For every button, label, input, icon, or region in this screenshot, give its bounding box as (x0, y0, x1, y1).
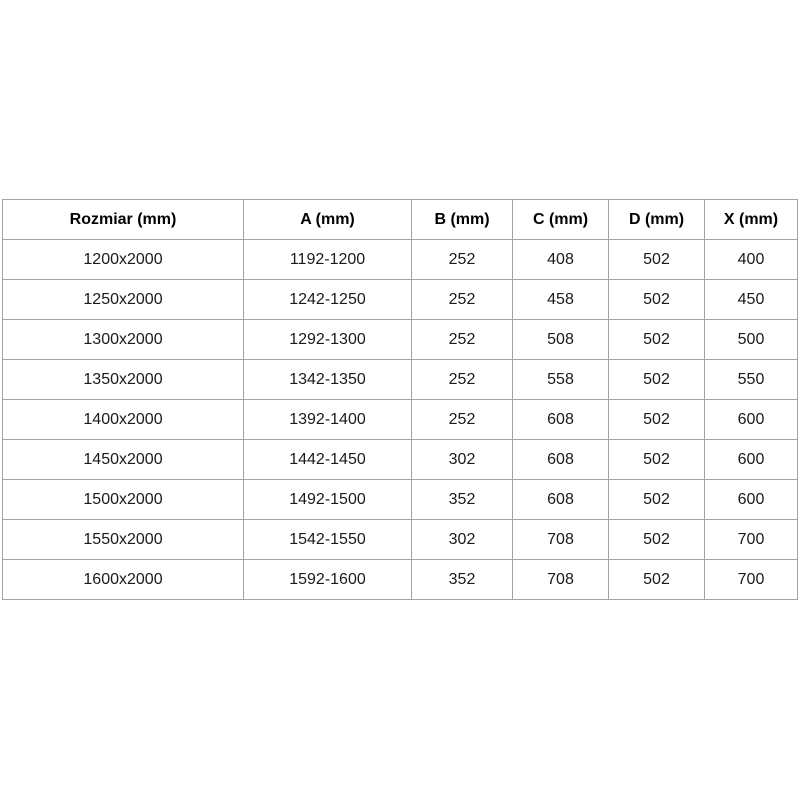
table-cell: 1292-1300 (244, 320, 412, 360)
column-header: X (mm) (705, 200, 798, 240)
table-cell: 1492-1500 (244, 480, 412, 520)
table-cell: 1250x2000 (3, 280, 244, 320)
column-header: C (mm) (513, 200, 609, 240)
table-cell: 502 (609, 400, 705, 440)
table-row (3, 320, 798, 360)
table-cell: 502 (609, 440, 705, 480)
table-cell: 508 (513, 320, 609, 360)
table-row (3, 400, 798, 440)
table-row (3, 440, 798, 480)
table-cell: 500 (705, 320, 798, 360)
column-header: Rozmiar (mm) (3, 200, 244, 240)
table-cell: 700 (705, 560, 798, 600)
table-cell: 708 (513, 560, 609, 600)
table-cell: 608 (513, 400, 609, 440)
table-cell: 600 (705, 440, 798, 480)
table-cell: 1550x2000 (3, 520, 244, 560)
table-cell: 458 (513, 280, 609, 320)
table-row (3, 360, 798, 400)
table-cell: 1392-1400 (244, 400, 412, 440)
table-cell: 608 (513, 440, 609, 480)
table-cell: 1300x2000 (3, 320, 244, 360)
table-cell: 252 (412, 360, 513, 400)
table-cell: 1450x2000 (3, 440, 244, 480)
table-cell: 1200x2000 (3, 240, 244, 280)
table-body (3, 240, 798, 600)
table-cell: 1350x2000 (3, 360, 244, 400)
table-cell: 352 (412, 480, 513, 520)
table-cell: 558 (513, 360, 609, 400)
table-cell: 302 (412, 440, 513, 480)
table-cell: 1400x2000 (3, 400, 244, 440)
table-cell: 1600x2000 (3, 560, 244, 600)
size-dimensions-table (2, 199, 798, 600)
table-row (3, 520, 798, 560)
table-cell: 252 (412, 280, 513, 320)
table-cell: 502 (609, 560, 705, 600)
table-cell: 352 (412, 560, 513, 600)
table-cell: 302 (412, 520, 513, 560)
table-cell: 502 (609, 480, 705, 520)
table-cell: 1192-1200 (244, 240, 412, 280)
table-cell: 502 (609, 360, 705, 400)
table-cell: 1592-1600 (244, 560, 412, 600)
table-cell: 502 (609, 240, 705, 280)
table-row (3, 240, 798, 280)
table-cell: 252 (412, 240, 513, 280)
table-cell: 600 (705, 480, 798, 520)
table-cell: 700 (705, 520, 798, 560)
table-cell: 450 (705, 280, 798, 320)
column-header: B (mm) (412, 200, 513, 240)
table-cell: 1242-1250 (244, 280, 412, 320)
table-cell: 1342-1350 (244, 360, 412, 400)
table-cell: 252 (412, 320, 513, 360)
table-cell: 600 (705, 400, 798, 440)
table-cell: 1442-1450 (244, 440, 412, 480)
column-header: D (mm) (609, 200, 705, 240)
table-cell: 502 (609, 280, 705, 320)
table-cell: 252 (412, 400, 513, 440)
table-cell: 408 (513, 240, 609, 280)
table-cell: 502 (609, 320, 705, 360)
table-row (3, 560, 798, 600)
table-cell: 400 (705, 240, 798, 280)
table-row (3, 280, 798, 320)
table-cell: 1542-1550 (244, 520, 412, 560)
table-cell: 550 (705, 360, 798, 400)
table-header-row (3, 200, 798, 240)
column-header: A (mm) (244, 200, 412, 240)
table-cell: 708 (513, 520, 609, 560)
table-cell: 608 (513, 480, 609, 520)
table-row (3, 480, 798, 520)
table-cell: 502 (609, 520, 705, 560)
table-cell: 1500x2000 (3, 480, 244, 520)
